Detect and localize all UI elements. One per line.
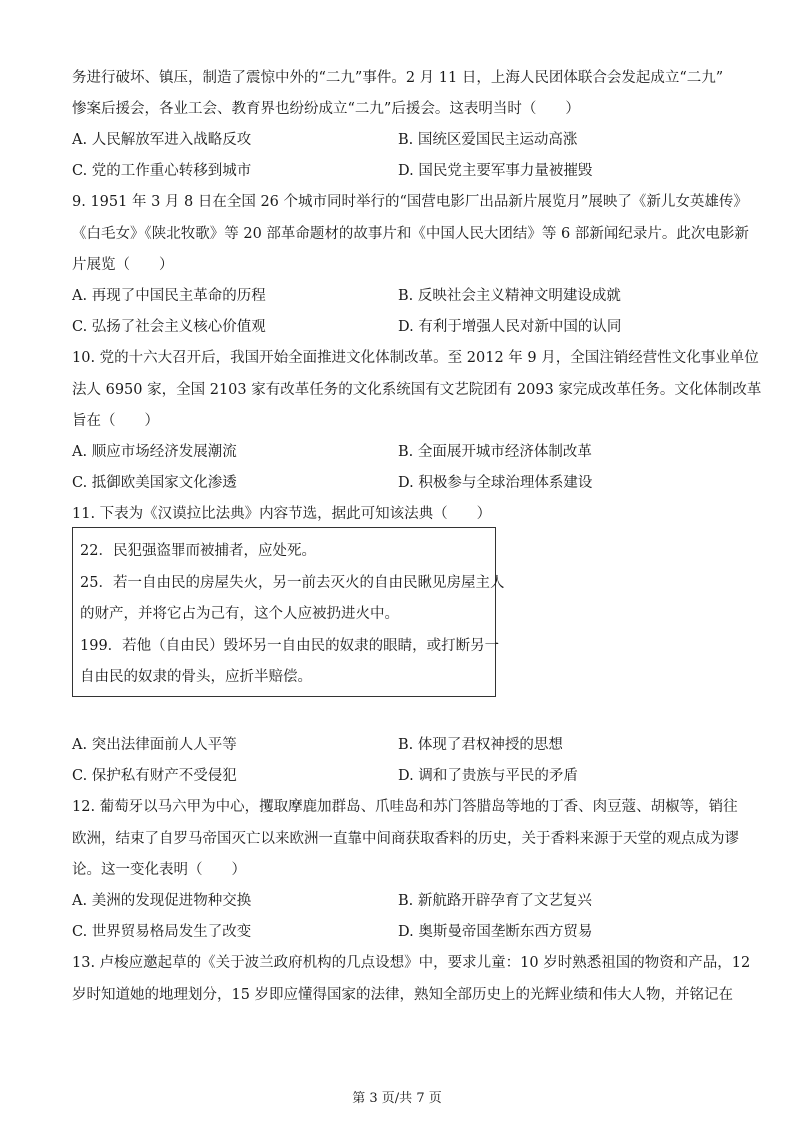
q11-option-a[interactable]: A. 突出法律面前人人平等 — [72, 737, 237, 753]
q8-option-c[interactable]: C. 党的工作重心转移到城市 — [72, 163, 252, 179]
law-excerpt-line-4: 199．若他（自由民）毁坏另一自由民的奴隶的眼睛，或打断另一 — [80, 638, 500, 654]
q11-option-c[interactable]: C. 保护私有财产不受侵犯 — [72, 768, 237, 784]
q10-option-d[interactable]: D. 积极参与全球治理体系建设 — [398, 475, 593, 491]
q11-option-b[interactable]: B. 体现了君权神授的思想 — [398, 737, 563, 753]
q8-option-b[interactable]: B. 国统区爱国民主运动高涨 — [398, 132, 578, 148]
q10-line-2: 法人 6950 家，全国 2103 家有改革任务的文化系统国有文艺院团有 2093 家完成改革任务。文化体制改革 — [72, 382, 762, 398]
law-excerpt-line-5: 自由民的奴隶的骨头，应折半赔偿。 — [80, 669, 312, 685]
q8-option-a[interactable]: A. 人民解放军进入战略反攻 — [72, 132, 252, 148]
q9-line-2: 《白毛女》《陕北牧歌》等 20 部革命题材的故事片和《中国人民大团结》等 6 部新闻纪录片。此次电影新 — [72, 226, 749, 242]
law-excerpt-line-2: 25．若一自由民的房屋失火，另一前去灭火的自由民瞅见房屋主人 — [80, 575, 505, 591]
q9-option-a[interactable]: A. 再现了中国民主革命的历程 — [72, 288, 266, 304]
q11-option-d[interactable]: D. 调和了贵族与平民的矛盾 — [398, 768, 578, 784]
q11-line-1: 11. 下表为《汉谟拉比法典》内容节选，据此可知该法典（ ） — [72, 506, 492, 522]
q9-option-c[interactable]: C. 弘扬了社会主义核心价值观 — [72, 319, 266, 335]
q10-line-3: 旨在（ ） — [72, 413, 159, 429]
q10-option-a[interactable]: A. 顺应市场经济发展潮流 — [72, 444, 237, 460]
q12-option-a[interactable]: A. 美洲的发现促进物种交换 — [72, 893, 252, 909]
page-number: 第 3 页/共 7 页 — [352, 1091, 442, 1106]
q8-line-2: 惨案后援会，各业工会、教育界也纷纷成立“二九”后援会。这表明当时（ ） — [72, 101, 580, 117]
law-excerpt-line-3: 的财产，并将它占为己有，这个人应被扔进火中。 — [80, 606, 399, 622]
q13-line-2: 岁时知道她的地理划分，15 岁即应懂得国家的法律，熟知全部历史上的光辉业绩和伟大人物，并铭记在 — [72, 987, 734, 1003]
q12-line-1: 12. 葡萄牙以马六甲为中心，攫取摩鹿加群岛、爪哇岛和苏门答腊岛等地的丁香、肉豆蔻、胡椒等，销往 — [72, 799, 738, 815]
q10-option-c[interactable]: C. 抵御欧美国家文化渗透 — [72, 475, 237, 491]
law-excerpt-line-1: 22．民犯强盗罪而被捕者，应处死。 — [80, 543, 316, 559]
q8-option-d[interactable]: D. 国民党主要军事力量被摧毁 — [398, 163, 593, 179]
q12-option-b[interactable]: B. 新航路开辟孕育了文艺复兴 — [398, 893, 592, 909]
q13-line-1: 13. 卢梭应邀起草的《关于波兰政府机构的几点设想》中，要求儿童：10 岁时熟悉祖国的物资和产品，12 — [72, 955, 751, 971]
q10-option-b[interactable]: B. 全面展开城市经济体制改革 — [398, 444, 592, 460]
q9-option-b[interactable]: B. 反映社会主义精神文明建设成就 — [398, 288, 621, 304]
q9-option-d[interactable]: D. 有利于增强人民对新中国的认同 — [398, 319, 622, 335]
q9-line-1: 9. 1951 年 3 月 8 日在全国 26 个城市同时举行的“国营电影厂出品新片展览月”展映了《新儿女英雄传》 — [72, 194, 748, 210]
q8-line-1: 务进行破坏、镇压，制造了震惊中外的“二九”事件。2 月 11 日，上海人民团体联合会发起成立“二九” — [72, 70, 724, 86]
q9-line-3: 片展览（ ） — [72, 257, 174, 273]
q10-line-1: 10. 党的十六大召开后，我国开始全面推进文化体制改革。至 2012 年 9 月，全国注销经营性文化事业单位 — [72, 350, 759, 366]
q12-line-3: 论。这一变化表明（ ） — [72, 862, 246, 878]
q12-option-c[interactable]: C. 世界贸易格局发生了改变 — [72, 924, 252, 940]
q12-line-2: 欧洲，结束了自罗马帝国灭亡以来欧洲一直靠中间商获取香料的历史，关于香料来源于天堂的观点成为谬 — [72, 831, 739, 847]
q12-option-d[interactable]: D. 奥斯曼帝国垄断东西方贸易 — [398, 924, 593, 940]
